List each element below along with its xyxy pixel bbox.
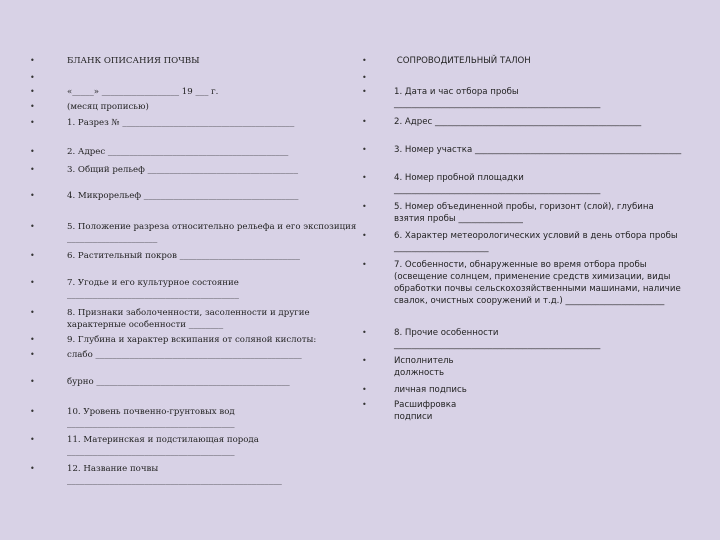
bullet-icon: • xyxy=(30,377,35,386)
bullet-icon: • xyxy=(362,73,367,82)
bullet-icon: • xyxy=(362,173,367,182)
bullet-icon: • xyxy=(362,356,367,365)
bullet-icon: • xyxy=(30,102,35,111)
bullet-icon: • xyxy=(362,145,367,154)
bullet-icon: • xyxy=(30,191,35,200)
bullet-icon: • xyxy=(30,222,35,231)
bullet-icon: • xyxy=(30,350,35,359)
bullet-icon: • xyxy=(30,407,35,416)
document-page: • БЛАНК ОПИСАНИЯ ПОЧВЫ • • «_____» __________________ 19 ___ г. • (месяц прописью) • 1. Разрез № ________________________________________ • 2. Адрес __________________________________________ • 3. Общий рельеф ___________________________________ • 4. Микрорельеф ____________________________________ • 5. Положение разреза относительно рельефа и его экспозиция _____________________ • 6. Растительный покров ____________________________ • 7. Угодье и его культурное состояние ________________________________________ • 8. Признаки заболоченности, засоленности и другие характерные особенности ________ • 9. Глубина и характер вскипания от соляной кислоты: • слабо ________________________________________________ • бурно _____________________________________________ • 10. Уровень почвенно-грунтовых вод _______________________________________ • 11. Материнская и подстилающая порода _______________________________________ • 12. Название почвы __________________________________________________ • СОПРОВОДИТЕЛЬНЫЙ ТАЛОН • • 1. Дата и час отбора пробы ________________________________________________ • 2. Адрес ________________________________________________ • 3. Номер участка ________________________________________________ • 4. Номер пробной площадки ________________________________________________ • 5. Номер объединенной пробы, горизонт (слой), глубина взятия пробы _______________ • 6. Характер метеорологических условий в день отбора пробы ______________________ • 7. Особенности, обнаруженные во время отбора пробы (освещение солнцем, применение средств химизации, виды обработки почвы сельскохозяйственными машинами, наличие свалок, очистных сооружений и т.д.) _______________________ • 8. Прочие особенности ________________________________________________ • Исполнитель должность • личная подпись • Расшифровка подписи xyxy=(30,56,684,486)
bullet-icon: • xyxy=(30,147,35,156)
bullet-icon: • xyxy=(30,56,35,65)
bullet-icon: • xyxy=(30,278,35,287)
bullet-icon: • xyxy=(30,118,35,127)
bullet-icon: • xyxy=(30,435,35,444)
bullet-icon: • xyxy=(30,73,35,82)
bullet-icon: • xyxy=(362,202,367,211)
bullet-icon: • xyxy=(362,328,367,337)
bullet-icon: • xyxy=(362,260,367,269)
bullet-icon: • xyxy=(30,165,35,174)
bullet-icon: • xyxy=(30,251,35,260)
bullet-icon: • xyxy=(30,464,35,473)
bullet-icon: • xyxy=(362,385,367,394)
bullet-icon: • xyxy=(30,87,35,96)
bullet-icon: • xyxy=(362,87,367,96)
bullet-icon: • xyxy=(30,335,35,344)
bullet-icon: • xyxy=(30,308,35,317)
bullet-icon: • xyxy=(362,400,367,409)
bullet-icon: • xyxy=(362,117,367,126)
bullet-icon: • xyxy=(362,231,367,240)
bullet-icon: • xyxy=(362,56,367,65)
